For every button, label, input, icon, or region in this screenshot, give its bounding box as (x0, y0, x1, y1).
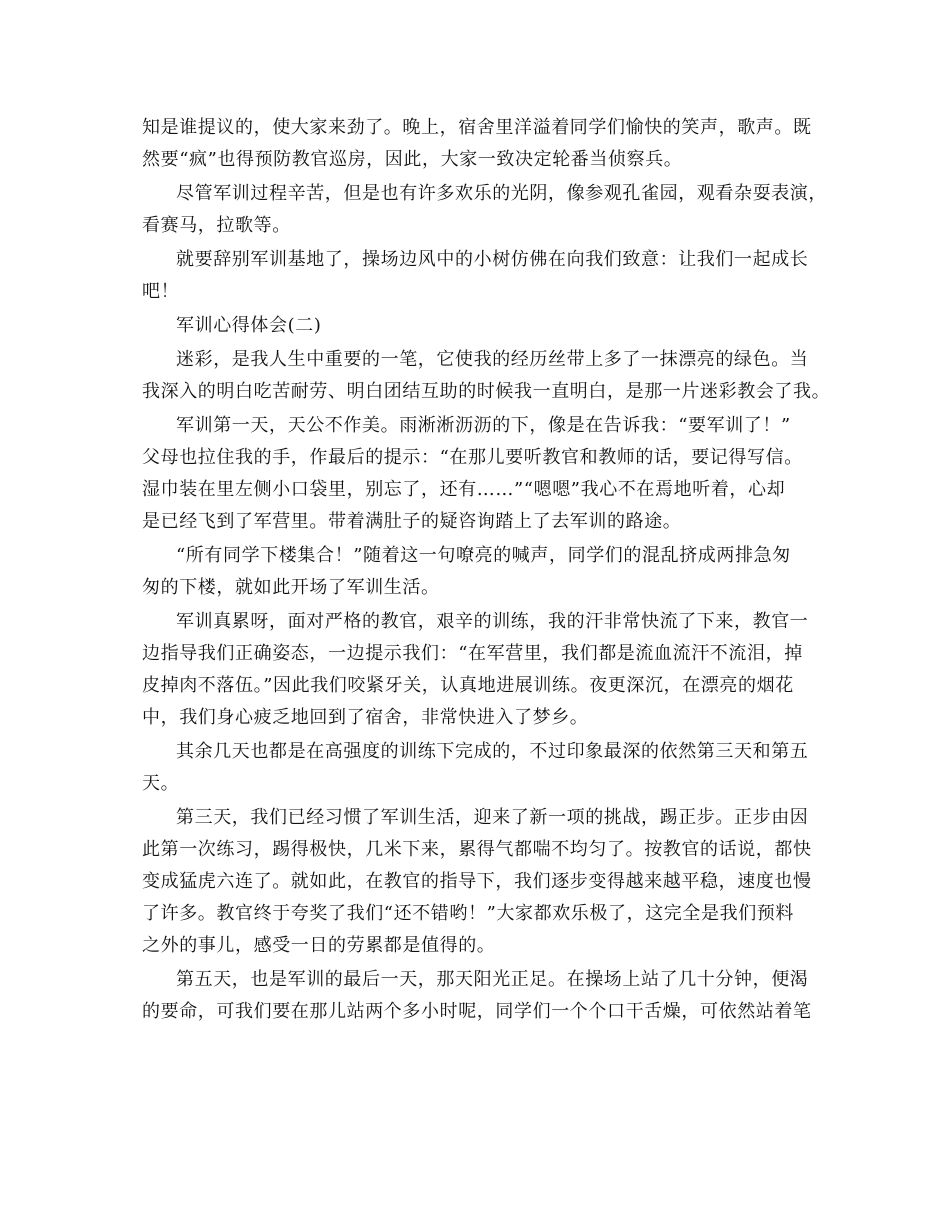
paragraph (142, 606, 818, 734)
text-line: 变成猛虎六连了。就如此，在教官的指导下，我们逐步变得越来越平稳，速度也慢 (142, 871, 812, 892)
paragraph (142, 112, 818, 176)
paragraph (142, 540, 818, 604)
text-line: 看赛马，拉歌等。 (142, 215, 291, 236)
text-line: 我深入的明白吃苦耐劳、明白团结互助的时候我一直明白，是那一片迷彩教会了我。 (142, 381, 831, 402)
paragraph (142, 736, 818, 800)
text-line: 之外的事儿，感受一日的劳累都是值得的。 (142, 935, 496, 956)
text-line: 军训心得体会(二) (176, 315, 322, 336)
text-line: 然要“疯”也得预防教官巡房，因此，大家一致决定轮番当侦察兵。 (142, 149, 683, 170)
text-line: 匆的下楼，就如此开场了军训生活。 (142, 577, 440, 598)
text-line: 其余几天也都是在高强度的训练下完成的，不过印象最深的依然第三天和第五 (176, 741, 809, 762)
text-line: 边指导我们正确姿态，一边提示我们：“在军营里，我们都是流血流汗不流泪，掉 (142, 643, 803, 664)
text-line: 此第一次练习，踢得极快，几米下来，累得气都喘不均匀了。按教官的话说，都快 (142, 839, 812, 860)
paragraph (142, 410, 818, 538)
text-line: 皮掉肉不落伍。”因此我们咬紧牙关，认真地进展训练。夜更深沉，在漂亮的烟花 (142, 675, 794, 696)
text-line: 湿巾装在里左侧小口袋里，别忘了，还有……”“嗯嗯”我心不在焉地听着，心却 (142, 479, 786, 500)
text-line: 尽管军训过程辛苦，但是也有许多欢乐的光阴，像参观孔雀园，观看杂耍表演， (176, 183, 827, 204)
text-line: 第五天，也是军训的最后一天，那天阳光正足。在操场上站了几十分钟，便渴 (176, 969, 809, 990)
text-line: 父母也拉住我的手，作最后的提示：“在那儿要听教官和教师的话，要记得写信。 (142, 447, 803, 468)
text-line: “所有同学下楼集合！”随着这一句嘹亮的喊声，同学们的混乱挤成两排急匆 (176, 545, 791, 566)
paragraph (142, 344, 831, 408)
paragraph (142, 802, 818, 962)
text-line: 的要命，可我们要在那儿站两个多小时呢，同学们一个个口干舌燥，可依然站着笔 (142, 1001, 812, 1022)
text-line: 吧！ (142, 281, 180, 302)
text-line: 是已经飞到了军营里。带着满肚子的疑咨询踏上了去军训的路途。 (142, 511, 682, 532)
paragraph (142, 964, 818, 1028)
text-line: 知是谁提议的，使大家来劲了。晚上，宿舍里洋溢着同学们愉快的笑声，歌声。既 (142, 117, 812, 138)
paragraph (142, 178, 827, 242)
document-body (142, 112, 831, 1030)
text-line: 了许多。教官终于夸奖了我们“还不错哟！”大家都欢乐极了，这完全是我们预料 (142, 903, 795, 924)
paragraph (142, 244, 818, 308)
text-line: 军训第一天，天公不作美。雨淅淅沥沥的下，像是在告诉我：“要军训了！” (176, 415, 791, 436)
text-line: 第三天，我们已经习惯了军训生活，迎来了新一项的挑战，踢正步。正步由因 (176, 807, 809, 828)
text-line: 迷彩，是我人生中重要的一笔，它使我的经历丝带上多了一抹漂亮的绿色。当 (176, 349, 809, 370)
text-line: 就要辞别军训基地了，操场边风中的小树仿佛在向我们致意：让我们一起成长 (176, 249, 809, 270)
text-line: 天。 (142, 773, 180, 794)
section-heading (142, 310, 818, 342)
text-line: 军训真累呀，面对严格的教官，艰辛的训练，我的汗非常快流了下来，教官一 (176, 611, 809, 632)
text-line: 中，我们身心疲乏地回到了宿舍，非常快进入了梦乡。 (142, 707, 589, 728)
